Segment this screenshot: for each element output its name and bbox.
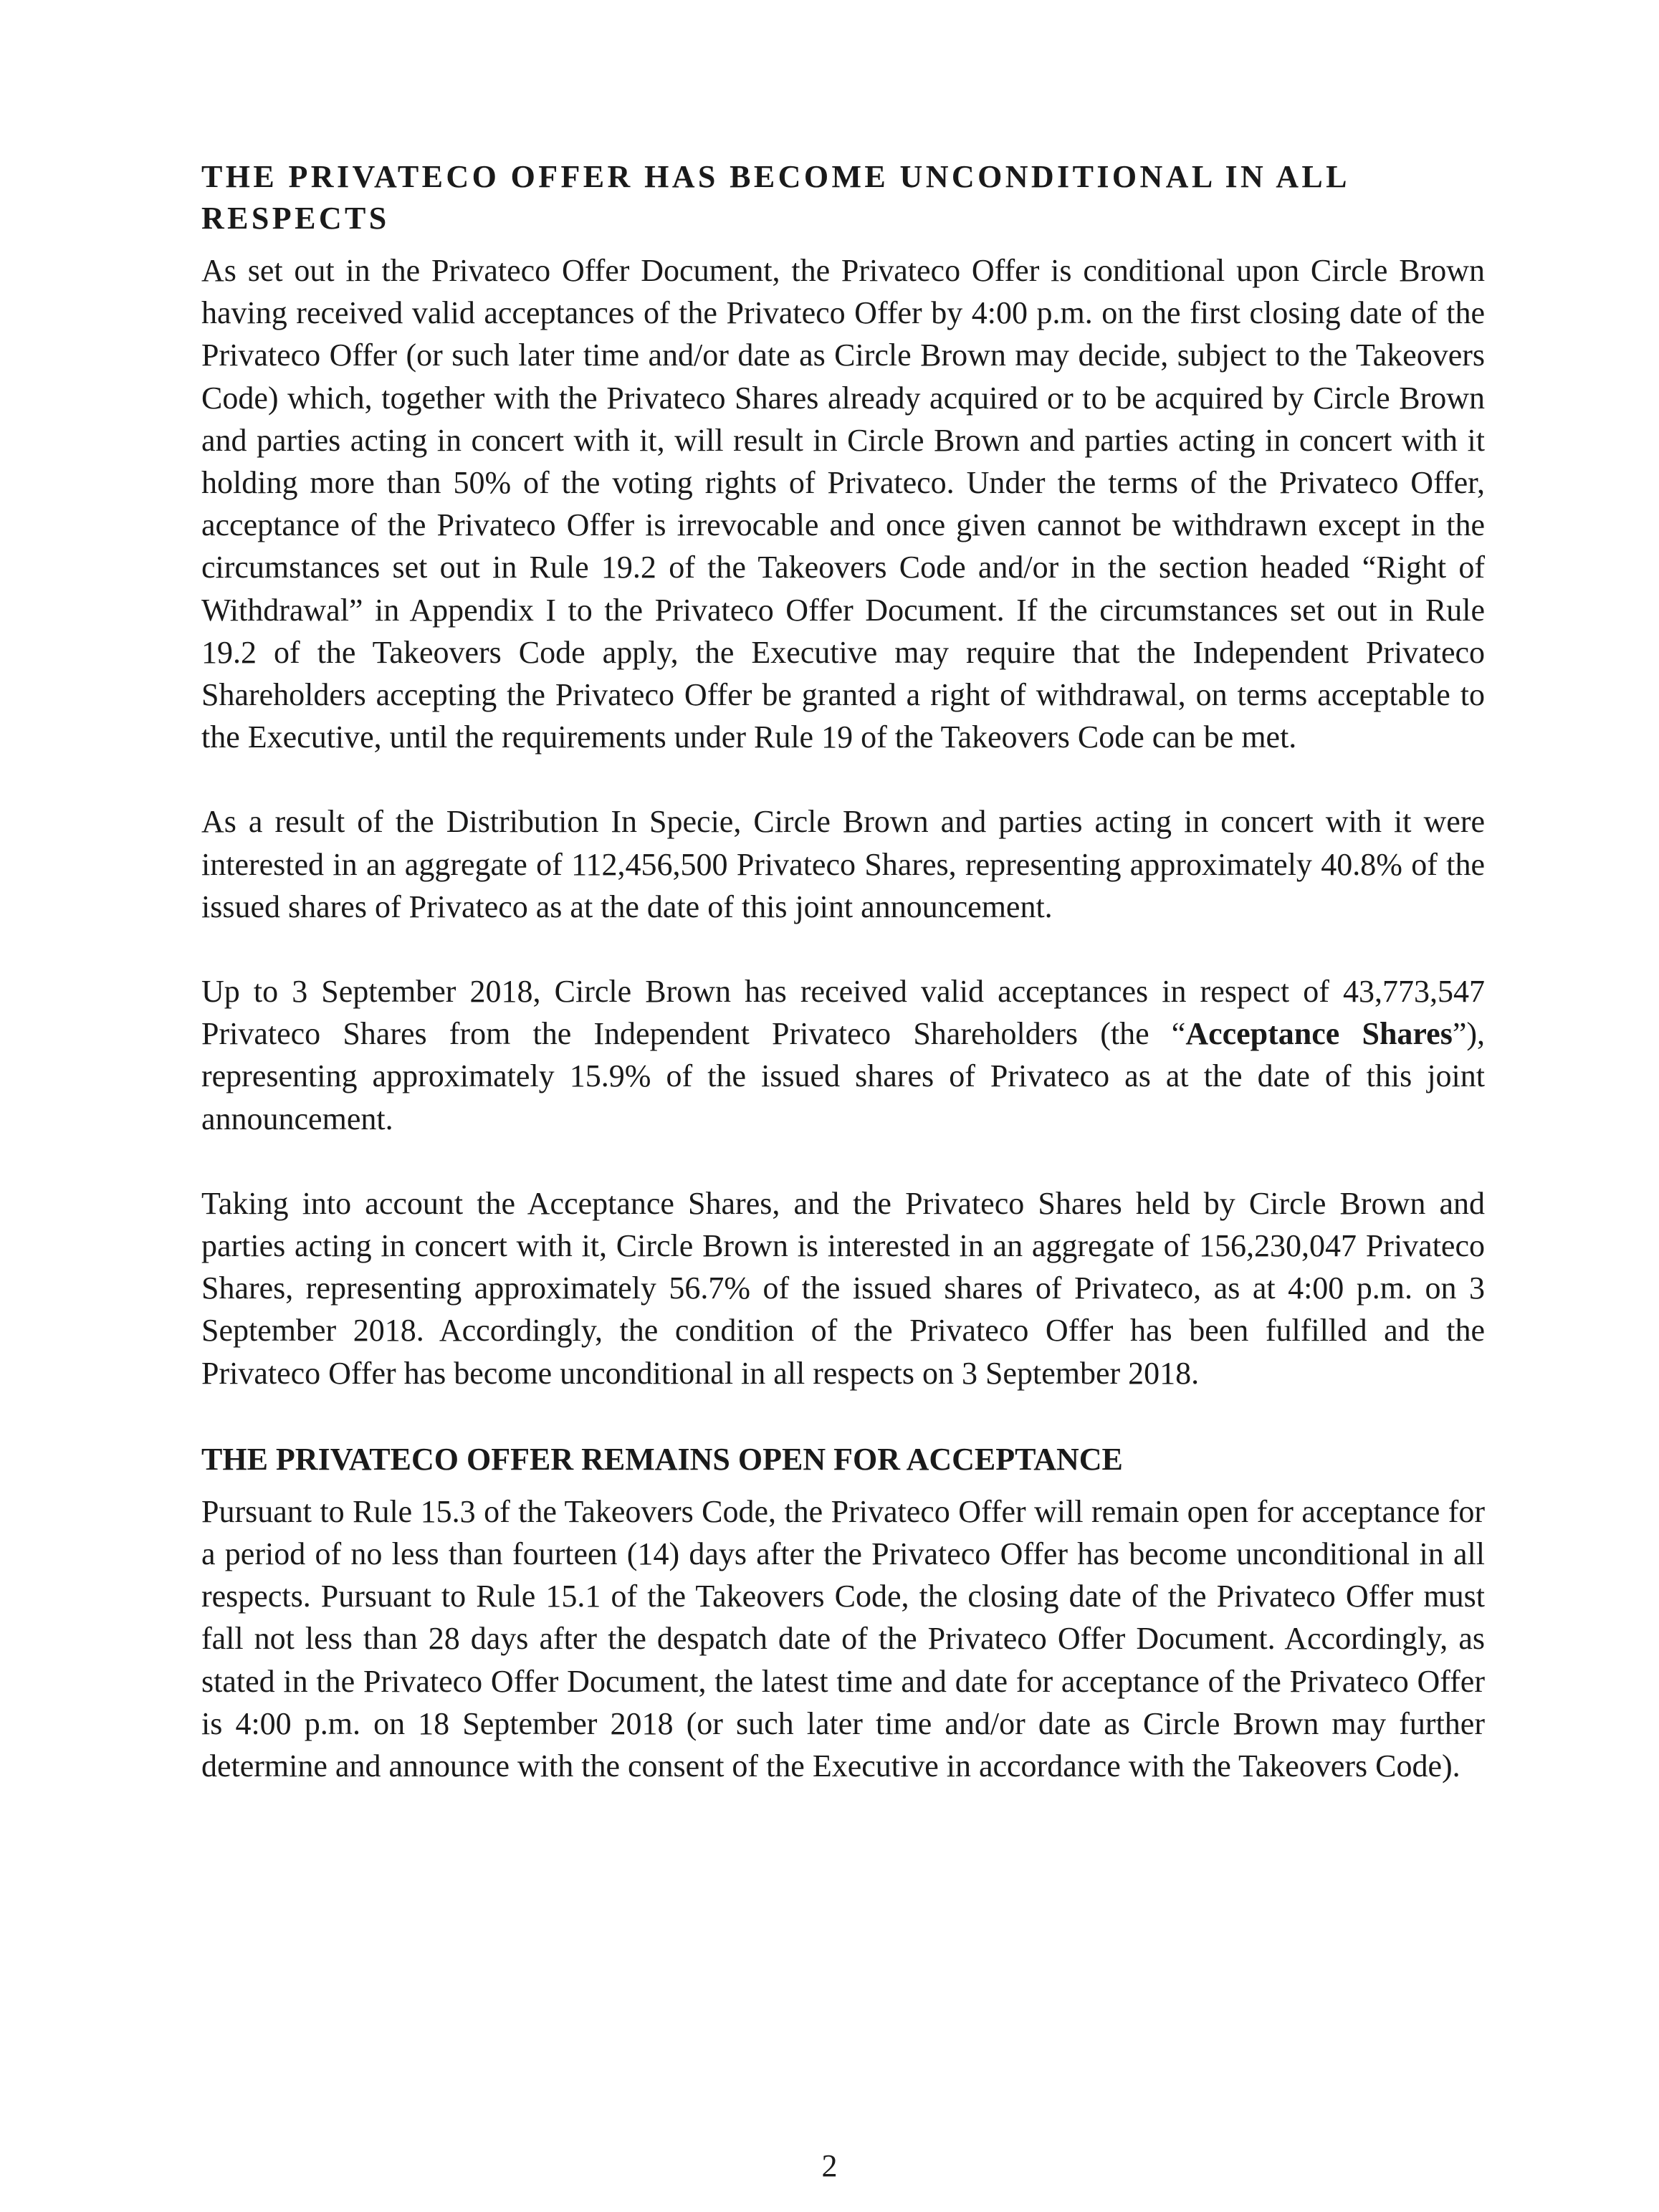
paragraph-remains-open: Pursuant to Rule 15.3 of the Takeovers Code, the Privateco Offer will remain open for acceptance for a period of no less than fourteen (14) days after the Privateco Offer has become unconditional in all respects. Pursuant to Rule 15.1 of the Takeovers Code, the closing date of the Privateco Offer must fall not less than 28 days after the despatch date of the Privateco Offer Document. Accordingly, as stated in the Privateco Offer Document, the latest time and date for acceptance of the Privateco Offer is 4:00 p.m. on 18 September 2018 (or such later time and/or date as Circle Brown may further determine and announce with the consent of the Executive in accordance with the Takeovers Code). bbox=[201, 1493, 1485, 1784]
page-number: 2 bbox=[821, 2148, 838, 2183]
heading-line-2: RESPECTS bbox=[201, 201, 390, 236]
heading-line-1: THE PRIVATECO OFFER HAS BECOME UNCONDITIONAL IN ALL bbox=[201, 159, 1350, 194]
paragraph-aggregate-interest: Taking into account the Acceptance Shares, and the Privateco Shares held by Circle Brown and parties acting in concert with it, Circle Brown is interested in an aggregate of 156,230,047 Privateco Shares, representing approximately 56.7% of the issued shares of Privateco, as at 4:00 p.m. on 3 September 2018. Accordingly, the condition of the Privateco Offer has been fulfilled and the Privateco Offer has become unconditional in all respects on 3 September 2018. bbox=[201, 1185, 1485, 1391]
document-body bbox=[201, 156, 1485, 1787]
paragraph-acceptances bbox=[201, 970, 1485, 1140]
section-heading-unconditional bbox=[201, 156, 1485, 239]
defined-term-acceptance-shares: Acceptance Shares bbox=[1185, 1016, 1453, 1052]
acceptance-text-after: ”), representing approximately 15.9% of the issued shares of Privateco as at the date of this joint announcement. bbox=[201, 1016, 1486, 1136]
paragraph-conditions: As set out in the Privateco Offer Document, the Privateco Offer is conditional upon Circle Brown having received valid acceptances of the Privateco Offer by 4:00 p.m. on the first closing date of the Privateco Offer (or such later time and/or date as Circle Brown may decide, subject to the Takeovers Code) which, together with the Privateco Shares already acquired or to be acquired by Circle Brown and parties acting in concert with it, will result in Circle Brown and parties acting in concert with it holding more than 50% of the voting rights of Privateco. Under the terms of the Privateco Offer, acceptance of the Privateco Offer is irrevocable and once given cannot be withdrawn except in the circumstances set out in Rule 19.2 of the Takeovers Code and/or in the section headed “Right of Withdrawal” in Appendix I to the Privateco Offer Document. If the circumstances set out in Rule 19.2 of the Takeovers Code apply, the Executive may require that the Independent Privateco Shareholders accepting the Privateco Offer be granted a right of withdrawal, on terms acceptable to the Executive, until the requirements under Rule 19 of the Takeovers Code can be met. bbox=[201, 253, 1485, 755]
section-heading-remains-open: THE PRIVATECO OFFER REMAINS OPEN FOR ACCEPTANCE bbox=[201, 1441, 1123, 1477]
paragraph-distribution-in-specie: As a result of the Distribution In Specie, Circle Brown and parties acting in concert with it were interested in an aggregate of 112,456,500 Privateco Shares, representing approximately 40.8% of the issued shares of Privateco as at the date of this joint announcement. bbox=[201, 804, 1485, 924]
acceptance-text-before: Up to 3 September 2018, Circle Brown has received valid acceptances in respect of 43,773,547 Privateco Shares from the Independent Privateco Shareholders (the “ bbox=[201, 974, 1485, 1052]
